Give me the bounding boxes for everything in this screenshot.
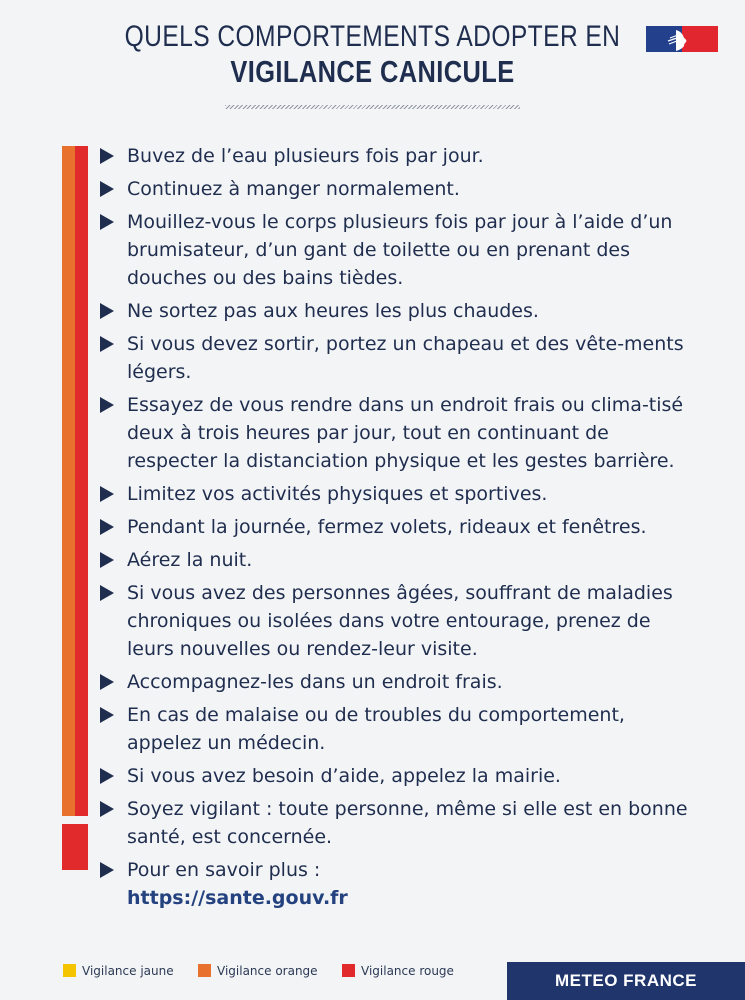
orange-swatch-icon xyxy=(198,964,211,977)
triangle-right-icon xyxy=(100,674,114,690)
title-line-1: QUELS COMPORTEMENTS ADOPTER EN xyxy=(124,20,621,53)
triangle-right-icon xyxy=(100,303,114,319)
triangle-right-icon xyxy=(100,397,114,413)
sante-gouv-link[interactable]: https://sante.gouv.fr xyxy=(127,887,348,909)
triangle-right-icon xyxy=(100,585,114,601)
triangle-right-icon xyxy=(100,707,114,723)
list-item: Aérez la nuit. xyxy=(100,546,700,574)
list-item: Si vous avez besoin d’aide, appelez la mairie. xyxy=(100,762,700,790)
behavior-list xyxy=(100,142,700,917)
vigilance-orange-bar xyxy=(62,146,75,816)
list-item-more-info: Pour en savoir plus : https://sante.gouv.fr xyxy=(100,856,700,912)
title-line-2: VIGILANCE CANICULE xyxy=(230,54,515,89)
list-item: Soyez vigilant : toute personne, même si elle est en bonne santé, est concernée. xyxy=(100,795,700,851)
list-item: Limitez vos activités physiques et sportives. xyxy=(100,480,700,508)
triangle-right-icon xyxy=(100,552,114,568)
triangle-right-icon xyxy=(100,768,114,784)
list-item: Buvez de l’eau plusieurs fois par jour. xyxy=(100,142,700,170)
header xyxy=(0,20,745,90)
list-item: Accompagnez-les dans un endroit frais. xyxy=(100,668,700,696)
list-item: Si vous devez sortir, portez un chapeau et des vête-ments légers. xyxy=(100,330,700,386)
legend-item-jaune: Vigilance jaune xyxy=(63,964,174,978)
list-item: Si vous avez des personnes âgées, souffrant de maladies chroniques ou isolées dans votre entourage, prenez de leurs nouvelles ou rendez-leur visite. xyxy=(100,579,700,663)
triangle-right-icon xyxy=(100,148,114,164)
triangle-right-icon xyxy=(100,336,114,352)
list-item: Ne sortez pas aux heures les plus chaudes. xyxy=(100,297,700,325)
triangle-right-icon xyxy=(100,181,114,197)
triangle-right-icon xyxy=(100,801,114,817)
legend-item-rouge: Vigilance rouge xyxy=(342,964,454,978)
red-swatch-icon xyxy=(342,964,355,977)
republique-francaise-flag-icon xyxy=(646,26,718,52)
meteo-france-logo: METEO FRANCE xyxy=(507,962,745,1000)
list-item: Pendant la journée, fermez volets, rideaux et fenêtres. xyxy=(100,513,700,541)
triangle-right-icon xyxy=(100,862,114,878)
triangle-right-icon xyxy=(100,486,114,502)
vigilance-red-bar-bottom xyxy=(62,824,88,870)
yellow-swatch-icon xyxy=(63,964,76,977)
triangle-right-icon xyxy=(100,214,114,230)
vigilance-red-bar xyxy=(75,146,88,816)
list-item: Mouillez-vous le corps plusieurs fois par jour à l’aide d’un brumisateur, d’un gant de toilette ou en prenant des douches ou des bains tièdes. xyxy=(100,208,700,292)
list-item: Essayez de vous rendre dans un endroit frais ou clima-tisé deux à trois heures par jour, tout en continuant de respecter la distanciation physique et les gestes barrière. xyxy=(100,391,700,475)
title-divider xyxy=(225,105,520,109)
list-item: Continuez à manger normalement. xyxy=(100,175,700,203)
legend-item-orange: Vigilance orange xyxy=(198,964,318,978)
list-item: En cas de malaise ou de troubles du comportement, appelez un médecin. xyxy=(100,701,700,757)
triangle-right-icon xyxy=(100,519,114,535)
